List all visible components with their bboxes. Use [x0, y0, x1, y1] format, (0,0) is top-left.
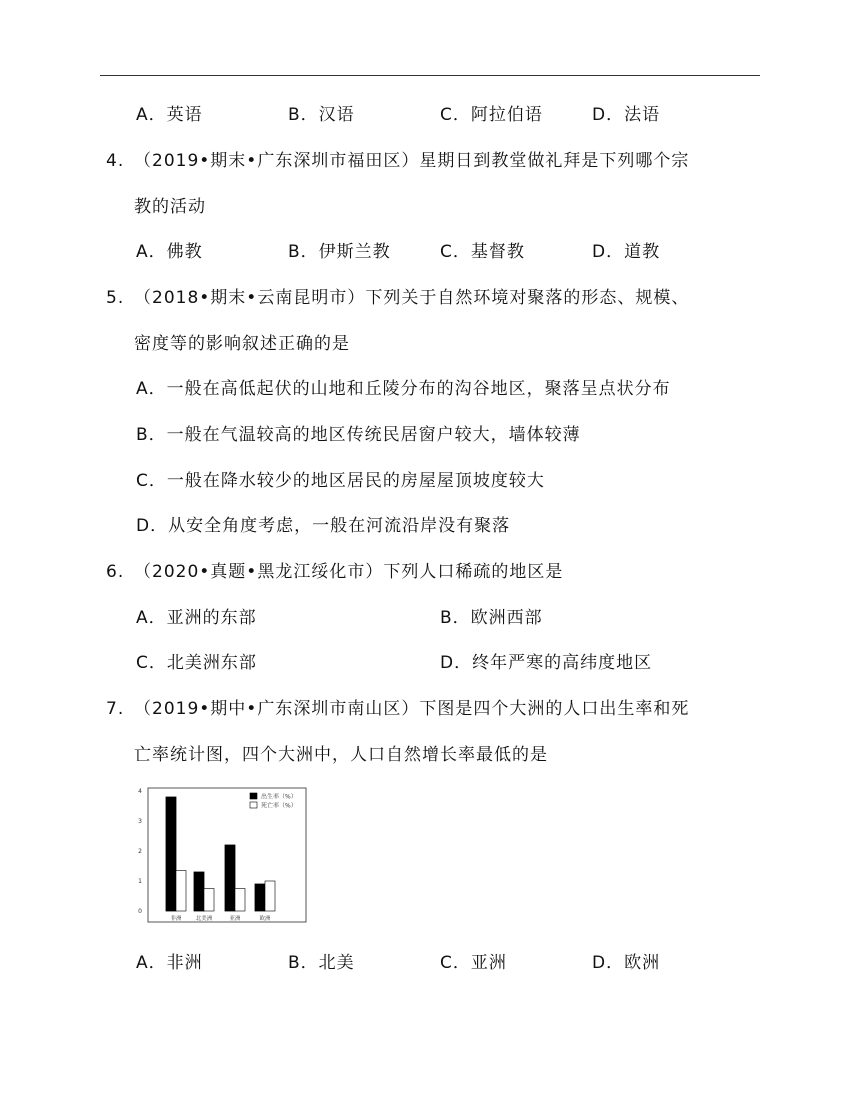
q6-option-a: A．亚洲的东部: [136, 608, 257, 628]
q7-stem-line1: [106, 697, 689, 721]
q6-option-b: B．欧洲西部: [440, 608, 543, 628]
q6-number: 6.: [106, 562, 125, 582]
q7-option-c: C．亚洲: [440, 953, 507, 973]
y-tick-label: 3: [138, 818, 142, 825]
q5-number: 5.: [106, 288, 125, 308]
q4-option-b: B．伊斯兰教: [288, 242, 391, 262]
q7-option-d: D．欧洲: [592, 953, 661, 973]
q5-stem-line1: [106, 286, 689, 310]
death-rate-bar: [265, 881, 275, 911]
q6-stem-line1: [106, 560, 563, 584]
q7-option-a: A．非洲: [136, 953, 203, 973]
q4-option-a: A．佛教: [136, 242, 203, 262]
q4-option-c: C．基督教: [440, 242, 525, 262]
q7-stem-line2: 亡率统计图，四个大洲中，人口自然增长率最低的是: [134, 745, 548, 765]
y-tick-label: 1: [138, 878, 142, 885]
death-rate-bar: [176, 871, 186, 912]
q4-stem-text: （2019•期末•广东深圳市福田区）星期日到教堂做礼拜是下列哪个宗: [134, 151, 690, 171]
q7-stem-text: （2019•期中•广东深圳市南山区）下图是四个大洲的人口出生率和死: [134, 699, 690, 719]
q4-stem-line2: 教的活动: [134, 197, 206, 217]
q5-option-b: B．一般在气温较高的地区传统民居窗户较大，墙体较薄: [136, 425, 581, 445]
q7-number: 7.: [106, 699, 125, 719]
q4-stem-line1: [106, 149, 689, 173]
y-tick-label: 2: [138, 848, 142, 855]
q7-option-b: B．北美: [288, 953, 355, 973]
x-category-label: 亚洲: [229, 916, 241, 922]
death-rate-bar: [204, 889, 214, 912]
q3-option-d: D．法语: [592, 105, 661, 125]
birth-rate-bar: [225, 845, 235, 911]
q5-stem-line2: 密度等的影响叙述正确的是: [134, 334, 350, 354]
q5-option-c: C．一般在降水较少的地区居民的房屋屋顶坡度较大: [136, 471, 545, 491]
legend-swatch: [250, 802, 257, 808]
legend-label: 出生率（%）: [261, 793, 297, 801]
x-category-label: 北美洲: [195, 916, 213, 922]
q3-option-c: C．阿拉伯语: [440, 105, 543, 125]
header-rule: [100, 75, 760, 76]
x-category-label: 欧洲: [259, 916, 271, 922]
q6-stem-text: （2020•真题•黑龙江绥化市）下列人口稀疏的地区是: [134, 562, 564, 582]
y-tick-label: 0: [138, 908, 142, 915]
legend-label: 死亡率（%）: [261, 802, 297, 810]
x-category-label: 非洲: [170, 916, 182, 922]
q3-option-b: B．汉语: [288, 105, 355, 125]
q4-option-d: D．道教: [592, 242, 661, 262]
y-tick-label: 4: [138, 788, 142, 795]
q5-option-a: A．一般在高低起伏的山地和丘陵分布的沟谷地区，聚落呈点状分布: [136, 379, 671, 399]
birth-rate-bar: [194, 872, 204, 911]
birth-rate-bar: [255, 884, 265, 911]
q5-stem-text: （2018•期末•云南昆明市）下列关于自然环境对聚落的形态、规模、: [134, 288, 690, 308]
q5-option-d: D．从安全角度考虑，一般在河流沿岸没有聚落: [136, 516, 511, 536]
birth-rate-bar: [166, 797, 176, 911]
death-rate-bar: [235, 889, 245, 912]
population-rate-chart: [130, 782, 312, 930]
q6-option-d: D．终年严寒的高纬度地区: [440, 653, 653, 673]
legend-swatch: [250, 793, 257, 799]
q6-option-c: C．北美洲东部: [136, 653, 257, 673]
q3-option-a: A．英语: [136, 105, 203, 125]
q4-number: 4.: [106, 151, 125, 171]
